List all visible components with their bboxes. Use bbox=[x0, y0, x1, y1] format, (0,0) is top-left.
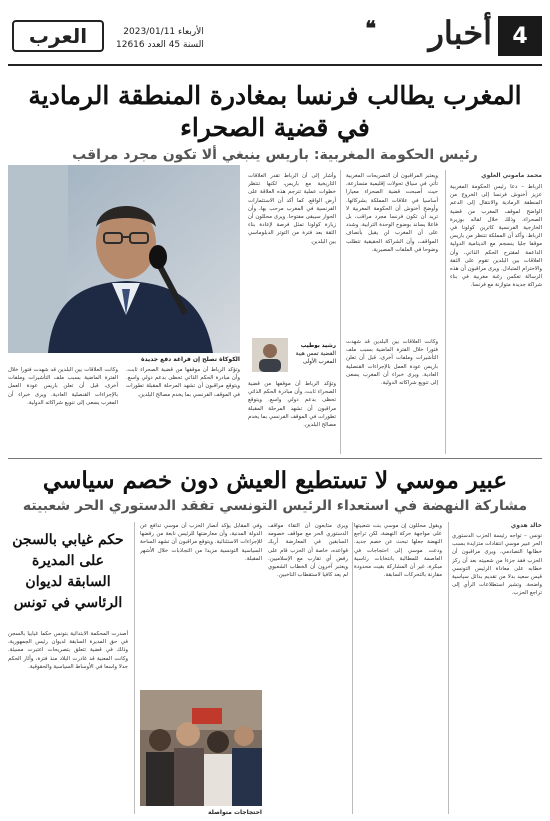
article2-subhead: مشاركة النهضة في استعداء الرئيس التونسي تفقد الدستوري الحر شعبيته bbox=[22, 498, 528, 514]
main-photo bbox=[8, 165, 240, 353]
column-divider bbox=[134, 522, 135, 814]
article1-headline-line2: في قضية الصحراء bbox=[180, 113, 370, 142]
inset-caption bbox=[292, 342, 336, 366]
article1-headline-line1: المغرب يطالب فرنسا بمغادرة المنطقة الرمادية bbox=[28, 81, 522, 110]
article2-column-b: ويقول محللون إن موسي بنت شعبيتها على مواجهة حركة النهضة، لكن تراجع النهضة جعلها تبحث عن خصم جديد. ودعت موسي إلى احتجاجات في العاصمة للمطالبة بانتخابات رئاسية مبكرة، غير أن المشاركة بقيت محدودة مقارنة بالتحركات السابقة. bbox=[354, 523, 442, 579]
column-divider bbox=[352, 522, 353, 814]
protest-photo bbox=[140, 690, 262, 806]
article1-column-under-photo-b: وتؤكد الرباط أن موقفها من قضية الصحراء ثابت، وأن مبادرة الحكم الذاتي تحظى بدعم دولي واسع. ويتوقع مراقبون أن تشهد المرحلة المقبلة تطورات في الموقف الفرنسي بما يخدم مصالح البلدين. bbox=[126, 367, 240, 398]
quote-icon: ❝ bbox=[365, 16, 376, 40]
page-number-badge: 4 bbox=[498, 16, 542, 56]
article1-column-right: الرباط – دعا رئيس الحكومة المغربية عزيز أخنوش فرنسا إلى الخروج من المنطقة الرمادية والانتقال إلى الدعم الواضح لموقف المغرب من قضية الصحراء، وذلك خلال لقائه بوزيرة الخارجية الفرنسية كاترين كولونا في الرباط. وأكد أن المملكة تنتظر من باريس موقفا جليا ينسجم مع الدينامية الدولية الداعمة لمقترح الحكم الذاتي، وأن العلاقات بين البلدين تقوم على الثقة والاحترام المتبادل. ويرى مراقبون أن هذه الرسالة تعكس رغبة مغربية في بناء شراكة جديدة متوازنة مع فرنسا. bbox=[450, 184, 542, 289]
article-separator bbox=[8, 458, 542, 459]
article1-column-mid-lower: وكانت العلاقات بين البلدين قد شهدت فتورا خلال الفترة الماضية بسبب ملف التأشيرات وملفات أخرى، قبل أن تعلن باريس عودة العمل بالإجراءات القنصلية العادية. ويرى خبراء أن المغرب يسعى إلى تنويع شراكاته الدولية. bbox=[346, 339, 438, 387]
inset-caption-name: رشيد بوطيب bbox=[300, 343, 336, 349]
column-divider bbox=[340, 170, 341, 454]
main-photo-caption: الكوكاة تصلح إن فراغة دفع جديدة bbox=[140, 356, 240, 363]
section-title: أخبار bbox=[428, 14, 492, 52]
masthead bbox=[8, 6, 542, 62]
masthead-rule bbox=[8, 64, 542, 66]
article1-headline bbox=[20, 80, 530, 144]
sidebar-story-heading: حكم غيابي بالسجن على المديرة السابقة لديوان الرئاسي في تونس bbox=[12, 532, 124, 611]
protest-photo-caption: احتجاجات متواصلة bbox=[208, 809, 262, 816]
article1-subhead: رئيس الحكومة المغربية: باريس ينبغي ألا تكون مجرد مراقب bbox=[72, 147, 478, 163]
author-photo bbox=[252, 338, 288, 372]
article2-byline: خالد هدوي bbox=[510, 522, 542, 529]
article2-headline: عبير موسي لا تستطيع العيش دون خصم سياسي bbox=[42, 467, 508, 494]
column-divider bbox=[448, 522, 449, 814]
inset-caption-sub: القضية تمس هيبة المغرب الأولى bbox=[295, 351, 336, 365]
article1-column-under-photo-a: وكانت العلاقات بين البلدين قد شهدت فتورا خلال الفترة الماضية بسبب ملف التأشيرات وملفات أخرى، قبل أن تعلن باريس عودة العمل بالإجراءات القنصلية العادية. ويرى خبراء أن المغرب يسعى إلى تنويع شراكاته الدولية. bbox=[8, 367, 118, 406]
article2-column-a: تونس – تواجه رئيسة الحزب الدستوري الحر عبير موسي انتقادات متزايدة بسبب خطابها التصادمي، ويرى مراقبون أن الحزب فقد جزءا من شعبيته بعد أن ركز خطابه على معاداة الرئيس التونسي قيس سعيد بدلا من تقديم بدائل سياسية واضحة. وتشير استطلاعات الرأي إلى تراجع الحزب. bbox=[452, 533, 542, 597]
article2-column-d: وفي المقابل يؤكد أنصار الحزب أن موسي تدافع عن الدولة المدنية، وأن معارضتها للرئيس نابعة من رفضها للإجراءات الاستثنائية. ويتوقع مراقبون أن تشهد الساحة السياسية التونسية مزيدا من التجاذبات خلال الأشهر المقبلة. bbox=[140, 523, 262, 562]
article1-column-left-lower: وتؤكد الرباط أن موقفها من قضية الصحراء ثابت، وأن مبادرة الحكم الذاتي تحظى بدعم دولي واسع. ويتوقع مراقبون أن تشهد المرحلة المقبلة تطورات في الموقف الفرنسي بما يخدم مصالح البلدين. bbox=[248, 381, 336, 429]
article1-column-left: وأشار إلى أن الرباط تقدر العلاقات التاريخية مع باريس، لكنها تنتظر خطوات عملية تترجم هذه العلاقة على أرض الواقع. كما أكد أن الاستثمارات الفرنسية في المغرب مرحب بها، وأن الحوار سيبقى مفتوحا. ويرى محللون أن زيارة كولونا تمثل فرصة لإعادة بناء الثقة بعد فترة من التوتر الدبلوماسي بين البلدين. bbox=[248, 173, 336, 245]
article1-byline: محمد ماموني العلوي bbox=[481, 172, 542, 179]
column-divider bbox=[445, 170, 446, 454]
date-block bbox=[116, 26, 204, 52]
date-line: الأربعاء 2023/01/11 bbox=[123, 27, 204, 37]
issue-line: السنة 45 العدد 12616 bbox=[116, 40, 204, 50]
article2-column-c: ويرى متابعون أن التقاء مواقف الدستوري الحر مع مواقف خصومه السابقين في المعارضة أربك قواعده، خاصة أن الحزب قام على رفض أي تقارب مع الإسلاميين. ويعتبر آخرون أن الخطاب الشعبوي لم يعد كافيا لاستقطاب الناخبين. bbox=[268, 523, 348, 579]
newspaper-logo: العرب bbox=[12, 20, 104, 52]
sidebar-story-body: أصدرت المحكمة الابتدائية بتونس حكما غيابيا بالسجن في حق المديرة السابقة لديوان رئيس الجمهورية، وذلك في قضية تتعلق بتصريحات اعتبرت مسيئة. وكانت المعنية قد غادرت البلاد منذ فترة، وأثار الحكم جدلا واسعا في الأوساط السياسية والحقوقية. bbox=[8, 631, 128, 670]
article1-column-mid: ويعتبر المراقبون أن التصريحات المغربية تأتي في سياق تحولات إقليمية متسارعة، حيث أصبحت قضية الصحراء معيارا أساسيا في علاقات المملكة بشركائها. وأوضح أخنوش أن الحكومة المغربية لا تريد أن تكون فرنسا مجرد مراقب، بل فاعلا يساند بوضوح الوحدة الترابية. وشدد على أن المغرب لن يقبل بأنصاف المواقف، وأن الشراكة الحقيقية تتطلب وضوحا في الملفات المصيرية. bbox=[346, 173, 438, 253]
